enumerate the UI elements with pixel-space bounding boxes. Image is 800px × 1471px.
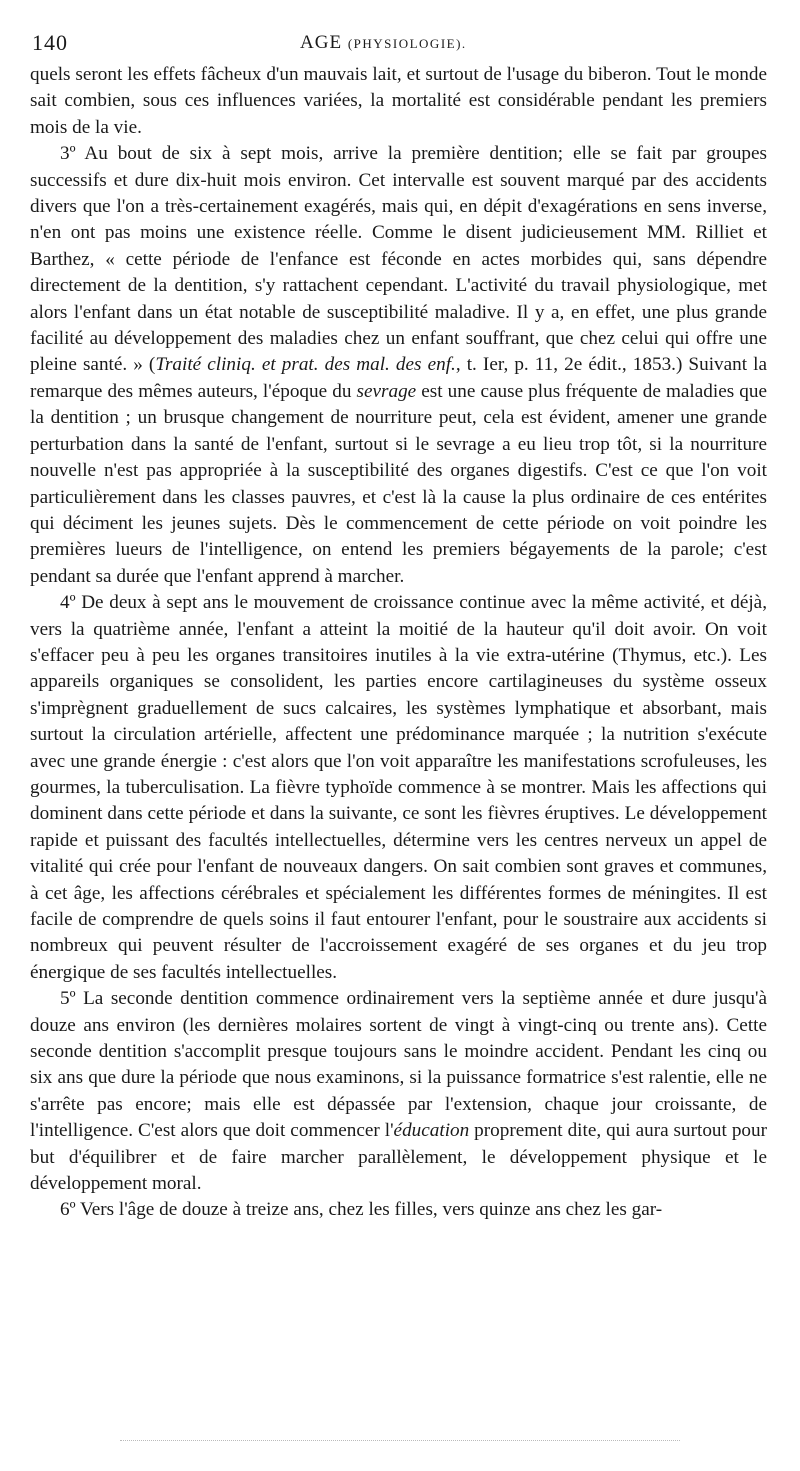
page-header: [0, 30, 800, 58]
text-segment: 6º Vers l'âge de douze à treize ans, chez les filles, vers quinze ans chez les gar-: [60, 1199, 663, 1221]
text-segment: 4º De deux à sept ans le mouvement de croissance continue avec la même activité, et déjà, vers la quatrième année, l'enfant a atteint la moitié de la hauteur qu'il doit avoir. On voit s'effacer peu à peu les organes transitoires inutiles à la vie extra-utérine (Thymus, etc.). Les appareils organiques se consolident, les parties encore cartilagineuses du système osseux s'imprègnent graduellement de sucs calcaires, les systèmes lymphatique et absorbant, mais surtout la circulation artérielle, affectent une prédominance marquée ; la nutrition s'exécute avec une grande énergie : c'est alors que l'on voit apparaître les manifestations scrofuleuses, les gourmes, la tuberculisation. La fièvre typhoïde commence à se montrer. Mais les affections qui dominent dans cette période et dans la suivante, ce sont les fièvres éruptives. Le développement rapide et puissant des facultés intellectuelles, détermine vers les centres nerveux un appel de vitalité qui crée pour l'enfant de nouveaux dangers. On sait combien sont graves et communes, à cet âge, les affections cérébrales et spécialement les différentes formes de méningites. Il est facile de comprendre de quels soins il faut entourer l'enfant, pour le soustraire aux accidents si nombreux qui peuvent résulter de l'accroissement exagéré de ses organes et du jeu trop énergique de ses facultés intellectuelles.: [30, 592, 767, 983]
paragraph: [30, 1197, 767, 1223]
paragraph: [30, 986, 767, 1197]
text-segment: est une cause plus fréquente de maladies que la dentition ; un brusque changement de nourriture peut, cela est évident, amener une grande perturbation dans la santé de l'enfant, surtout si le sevrage a eu lieu trop tôt, si la nourriture nouvelle n'est pas appropriée à la susceptibilité des organes digestifs. C'est ce que l'on voit particulièrement dans les classes pauvres, et c'est là la cause la plus ordinaire de ces entérites qui déciment les jeunes sujets. Dès le commencement de cette période on voit poindre les premières lueurs de l'intelligence, on entend les premiers bégayements de la parole; c'est pendant sa durée que l'enfant apprend à marcher.: [30, 380, 767, 587]
page-number: 140: [32, 30, 68, 55]
text-segment: 3º Au bout de six à sept mois, arrive la première dentition; elle se fait par groupes successifs et dure dix-huit mois environ. Cet intervalle est souvent marqué par des accidents divers que l'on a très-certainement exagérés, mais qui, en dépit d'exagérations en sens inverse, n'en ont pas moins une existence réelle. Comme le disent judicieusement MM. Rilliet et Barthez, « cette période de l'enfance est féconde en actes morbides qui, sans dépendre directement de la dentition, s'y rattachent cependant. L'activité du travail physiologique, met alors l'enfant dans un état notable de susceptibilité maladive. Il y a, en effet, une plus grande facilité au développement des maladies chez un enfant souffrant, que chez celui qui offre une pleine santé. » (: [30, 143, 767, 376]
running-head: [300, 32, 467, 54]
italic-text: éducation: [393, 1120, 470, 1142]
text-segment: , t. Ier, p. 11, 2e édit., 1853.) Suivant la remarque des mêmes auteurs, l'époque du: [30, 354, 767, 402]
italic-text: sevrage: [356, 380, 417, 402]
text-segment: proprement dite, qui aura surtout pour but d'équilibrer et de faire marcher parallèlement, le développement physique et le développement moral.: [30, 1120, 767, 1195]
paragraph: [30, 141, 767, 590]
footer-rule: [120, 1440, 680, 1441]
paragraph: [30, 62, 767, 141]
paragraph: [30, 590, 767, 986]
italic-text: Traité cliniq. et prat. des mal. des enf.: [155, 354, 456, 376]
running-head-title: AGE: [300, 32, 343, 53]
running-head-subtitle: (PHYSIOLOGIE).: [347, 36, 467, 51]
text-segment: 5º La seconde dentition commence ordinairement vers la septième année et dure jusqu'à douze ans environ (les dernières molaires sortent de vingt à vingt-cinq ou trente ans). Cette seconde dentition s'accomplit presque toujours sans le moindre accident. Pendant les cinq ou six ans que dure la période que nous examinons, si la puissance formatrice s'est ralentie, elle ne s'arrête pas encore; mais elle est dépassée par l'extension, chaque jour croissante, de l'intelligence. C'est alors que doit commencer l': [30, 988, 767, 1142]
body-text: [30, 62, 767, 1224]
text-segment: quels seront les effets fâcheux d'un mauvais lait, et surtout de l'usage du biberon. Tout le monde sait combien, sous ces influences variées, la mortalité est considérable pendant les premiers mois de la vie.: [30, 64, 767, 138]
